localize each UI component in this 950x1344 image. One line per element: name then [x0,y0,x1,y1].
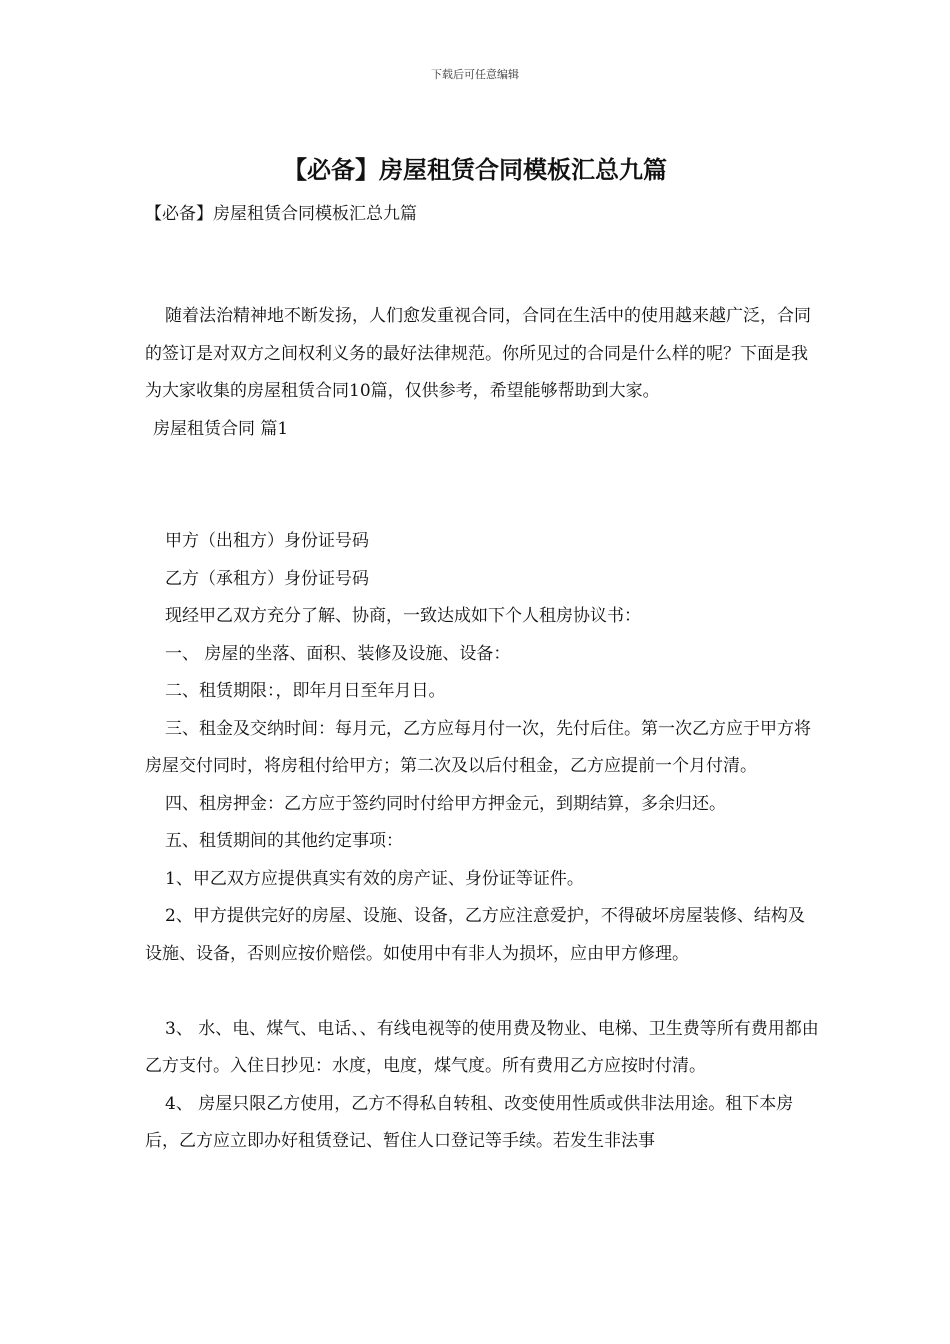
clause-2: 二、租赁期限：，即年月日至年月日。 [165,681,446,701]
item-3: 3、 水、电、煤气、电话、、有线电视等的使用费及物业、电梯、卫生费等所有费用都由乙方支付。入住日抄见：水度，电度，煤气度。所有费用乙方应按时付清。 [145,1018,819,1076]
document-title: 【必备】房屋租赁合同模板汇总九篇 [283,155,667,184]
spacer [145,973,820,1011]
clause-3: 三、租金及交纳时间：每月元，乙方应每月付一次，先付后住。第一次乙方应于甲方将房屋交付同时，将房租付给甲方；第二次及以后付租金，乙方应提前一个月付清。 [145,718,811,776]
header-note: 下载后可任意编辑 [431,68,519,81]
clause-5: 五、租赁期间的其他约定事项： [165,831,403,851]
document-subtitle: 【必备】房屋租赁合同模板汇总九篇 [145,204,417,224]
party-a-line: 甲方（出租方）身份证号码 [165,531,369,551]
intro-paragraph: 随着法治精神地不断发扬，人们愈发重视合同，合同在生活中的使用越来越广泛，合同的签订是对双方之间权利义务的最好法律规范。你所见过的合同是什么样的呢？下面是我为大家收集的房屋租赁合同10篇，仅供参考，希望能够帮助到大家。 [145,306,811,401]
section-heading: 房屋租赁合同 篇1 [153,418,289,439]
agreement-intro: 现经甲乙双方充分了解、协商，一致达成如下个人租房协议书： [165,606,641,626]
spacer [145,448,820,523]
item-1: 1、甲乙双方应提供真实有效的房产证、身份证等证件。 [165,868,584,889]
clause-4: 四、租房押金：乙方应于签约同时付给甲方押金元，到期结算，多余归还。 [165,793,726,814]
clause-1: 一、 房屋的坐落、面积、装修及设施、设备： [165,643,511,664]
party-b-line: 乙方（承租方）身份证号码 [165,568,369,589]
item-2: 2、甲方提供完好的房屋、设施、设备，乙方应注意爱护，不得破坏房屋装修、结构及设施、设备，否则应按价赔偿。如使用中有非人为损坏，应由甲方修理。 [145,906,805,964]
item-4: 4、 房屋只限乙方使用，乙方不得私自转租、改变使用性质或供非法用途。租下本房后，乙方应立即办好租赁登记、暂住人口登记等手续。若发生非法事 [145,1093,794,1151]
document-body [145,298,820,1161]
